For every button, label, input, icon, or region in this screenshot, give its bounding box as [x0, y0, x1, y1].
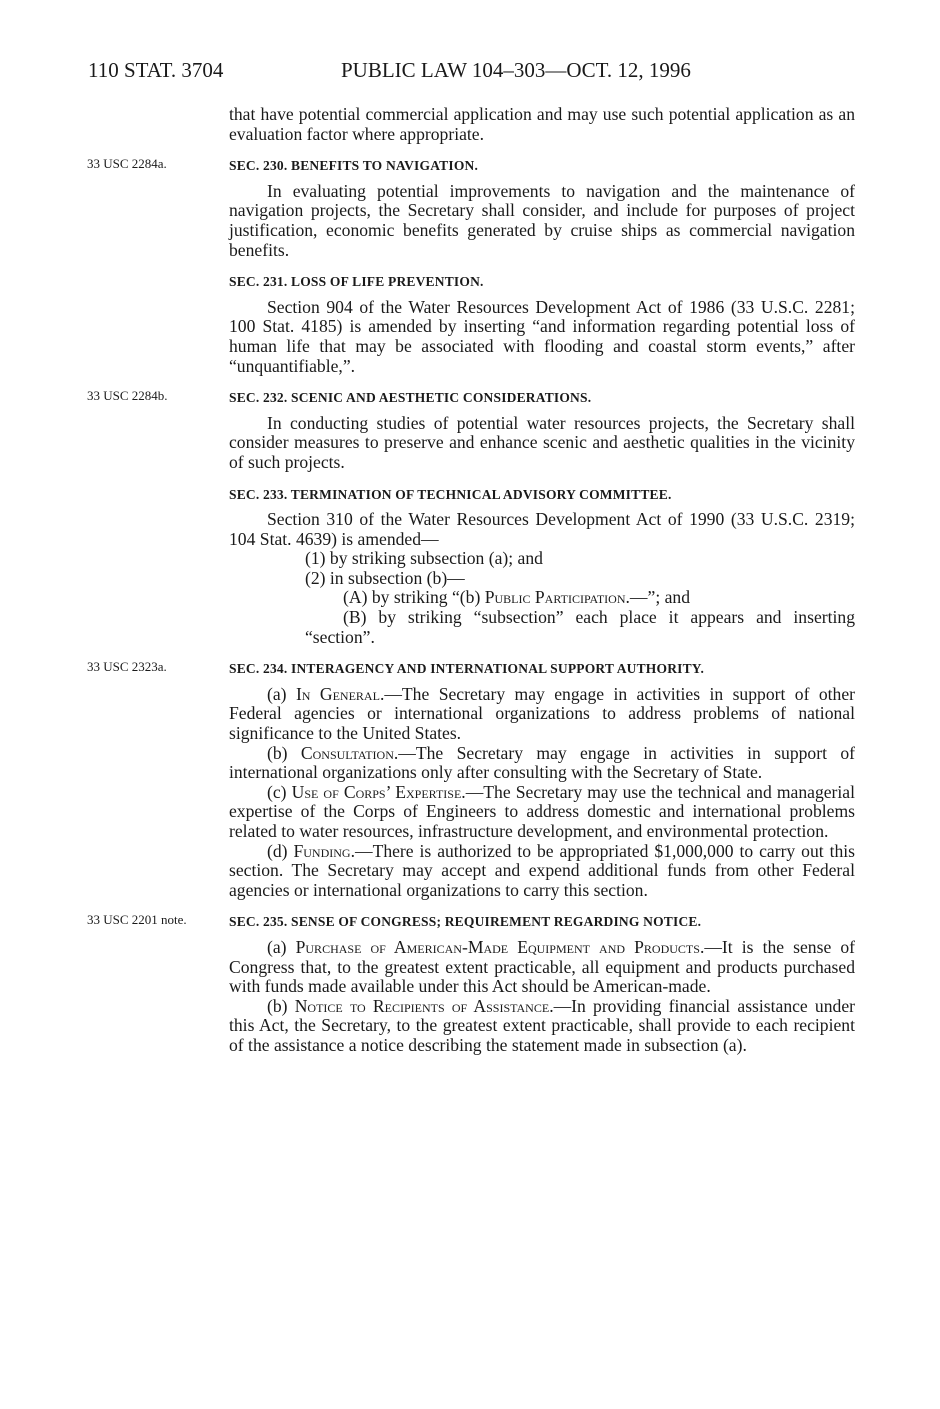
section-230-heading: [87, 156, 855, 176]
section-231-title: SEC. 231. LOSS OF LIFE PREVENTION.: [229, 274, 484, 290]
section-232-heading: [87, 388, 855, 408]
section-235-subsection-a: (a) Purchase of American-Made Equipment and Products.—It is the sense of Congress that, to the greatest extent practicable, all equipment and products purchased with funds made available under this Act should be American-made.: [229, 936, 855, 997]
section-233-heading: [229, 485, 855, 505]
section-234-subsection-d: (d) Funding.—There is authorized to be appropriated $1,000,000 to carry out this section. The Secretary may accept and expend additional funds from other Federal agencies or international organizations to carry this section.: [229, 840, 855, 900]
section-231-body: Section 904 of the Water Resources Development Act of 1986 (33 U.S.C. 2281; 100 Stat. 4185) is amended by inserting “and information regarding potential loss of human life that may be associated with flooding and coastal storm events,” after “unquantifiable,”.: [229, 296, 855, 376]
section-235-heading: [87, 912, 855, 932]
section-234-subsection-b: (b) Consultation.—The Secretary may engage in activities in support of international organizations only after consulting with the Secretary of State.: [229, 742, 855, 783]
intro-paragraph: that have potential commercial application and may use such potential application as an evaluation factor where appropriate.: [229, 104, 855, 144]
section-231-heading: [229, 272, 855, 292]
law-reference: PUBLIC LAW 104–303—OCT. 12, 1996: [341, 58, 691, 82]
section-234-title: SEC. 234. INTERAGENCY AND INTERNATIONAL SUPPORT AUTHORITY.: [229, 661, 705, 677]
section-232-body: In conducting studies of potential water resources projects, the Secretary shall consider measures to preserve and enhance scenic and aesthetic qualities in the vicinity of such projects.: [229, 412, 855, 472]
section-232-title: SEC. 232. SCENIC AND AESTHETIC CONSIDERATIONS.: [229, 390, 592, 406]
section-234-heading: [87, 659, 855, 679]
section-235-title: SEC. 235. SENSE OF CONGRESS; REQUIREMENT REGARDING NOTICE.: [229, 914, 702, 930]
section-233-item-b: (B) by striking “subsection” each place it appears and inserting “section”.: [305, 607, 855, 647]
section-233-item-a: (A) by striking “(b) Public Participation.—”; and: [343, 587, 691, 608]
stat-reference: 110 STAT. 3704: [88, 58, 224, 82]
section-230-body: In evaluating potential improvements to navigation and the maintenance of navigation projects, the Secretary shall consider, and include for purposes of project justification, economic benefits generated by cruise ships as commercial navigation benefits.: [229, 180, 855, 260]
section-234-subsection-a: (a) In General.—The Secretary may engage in activities in support of other Federal agencies or international organizations to address problems of national significance to the United States.: [229, 683, 855, 744]
section-234-subsection-c: (c) Use of Corps’ Expertise.—The Secretary may use the technical and managerial expertise of the Corps of Engineers to address domestic and international problems related to water resources, infrastructure development, and environmental protection.: [229, 781, 855, 841]
margin-note-235: 33 USC 2201 note.: [87, 912, 187, 928]
margin-note-232: 33 USC 2284b.: [87, 388, 168, 404]
document-body: [87, 104, 855, 1056]
section-233-item-2: (2) in subsection (b)—: [305, 567, 465, 588]
margin-note-230: 33 USC 2284a.: [87, 156, 167, 172]
section-235-subsection-b: (b) Notice to Recipients of Assistance.—In providing financial assistance under this Act, the Secretary, to the greatest extent practicable, shall provide to each recipient of the assistance a notice describing the statement made in subsection (a).: [229, 995, 855, 1055]
section-233-item-1: (1) by striking subsection (a); and: [305, 548, 543, 569]
section-230-title: SEC. 230. BENEFITS TO NAVIGATION.: [229, 158, 479, 174]
section-233-body: Section 310 of the Water Resources Development Act of 1990 (33 U.S.C. 2319; 104 Stat. 4639) is amended—: [229, 509, 855, 549]
section-233-title: SEC. 233. TERMINATION OF TECHNICAL ADVISORY COMMITTEE.: [229, 486, 672, 502]
margin-note-234: 33 USC 2323a.: [87, 659, 167, 675]
